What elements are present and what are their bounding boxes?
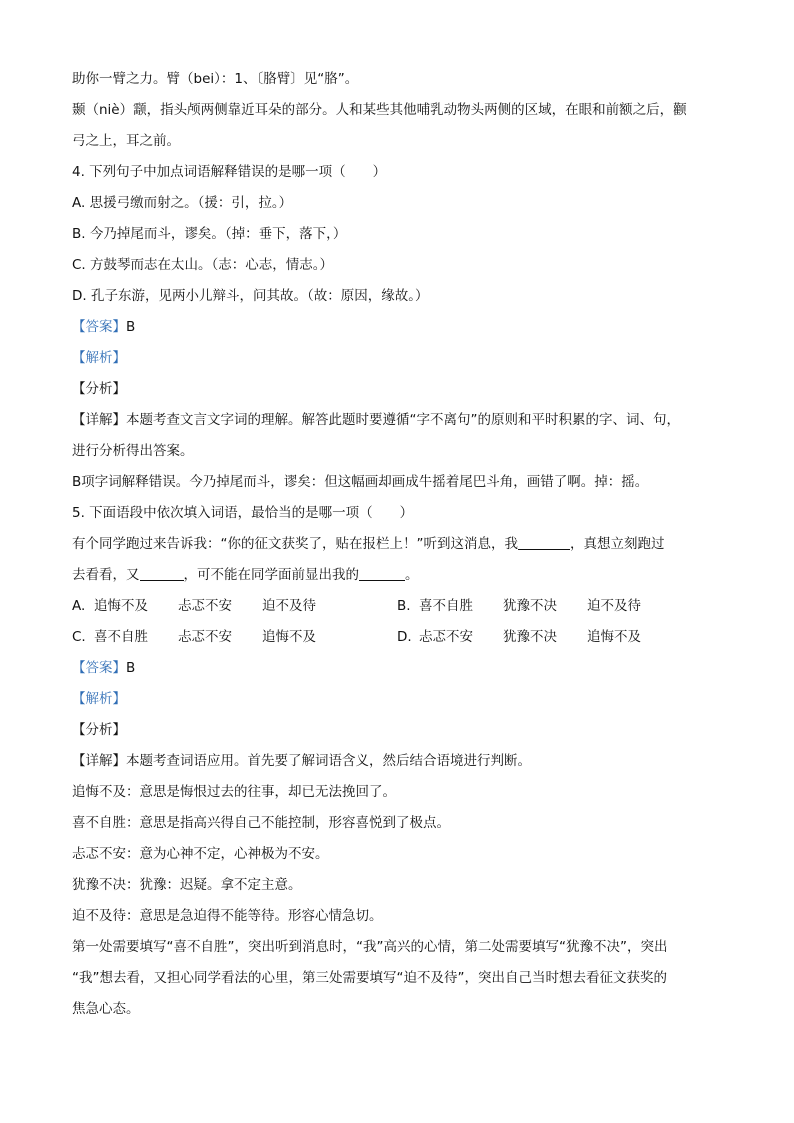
- q4-fenxi: 【分析】: [72, 381, 126, 397]
- q5-detail: 【详解】本题考查词语应用。首先要了解词语含义，然后结合语境进行判断。: [72, 753, 531, 769]
- q5-options-row-2: [72, 622, 722, 653]
- q5-option-d: D. 忐忑不安 犹豫不决 追悔不及: [397, 629, 641, 645]
- q5-options-row-1: [72, 591, 722, 622]
- q4-option-b: B. 今乃掉尾而斗，谬矣。（掉：垂下，落下，）: [72, 226, 347, 242]
- jiexi-tag: 【解析】: [72, 350, 126, 366]
- definition-1: 追悔不及：意思是悔恨过去的往事，却已无法挽回了。: [72, 784, 396, 800]
- q5-jiexi: [72, 684, 722, 715]
- definition-4: 犹豫不决：犹豫：迟疑。拿不定主意。: [72, 877, 302, 893]
- text-line: 助你一臂之力。臂（bei）：1、〔胳臂〕见“胳”。: [72, 71, 359, 87]
- q5-option-b: B. 喜不自胜 犹豫不决 迫不及待: [397, 598, 641, 614]
- q4-detail: 【详解】本题考查文言文字词的理解。解答此题时要遵循“字不离句”的原则和平时积累的字、词、句， 进行分析得出答案。: [72, 412, 680, 459]
- jiexi-tag: 【解析】: [72, 691, 126, 707]
- definition-paragraph: 颞（niè）颥，指头颅两侧靠近耳朵的部分。人和某些其他哺乳动物头两侧的区域，在眼和前额之后，颧 弓之上，耳之前。: [72, 102, 687, 149]
- detail-tag: 【详解】: [72, 412, 126, 428]
- answer-tag: 【答案】: [72, 319, 126, 335]
- q4-jiexi: [72, 343, 722, 374]
- blank-2: [140, 566, 184, 581]
- answer-value: B: [126, 660, 136, 676]
- detail-tag: 【详解】: [72, 753, 126, 769]
- question-5: 5. 下面语段中依次填入词语，最恰当的是哪一项（ ）: [72, 505, 414, 521]
- blank-3: [359, 566, 405, 581]
- q5-option-c: C. 喜不自胜 忐忑不安 追悔不及: [72, 629, 316, 645]
- q4-answer: [72, 312, 722, 343]
- document-page: [72, 64, 722, 1025]
- q5-passage: 有个同学跑过来告诉我：“你的征文获奖了，贴在报栏上！”听到这消息，我 ，真想立刻跑过 去看看，又 ，可不能在同学面前显出我的 。: [72, 536, 665, 583]
- q4-option-c: C. 方鼓琴而志在太山。（志：心志，情志。）: [72, 257, 334, 273]
- q4-detail-b: B项字词解释错误。今乃掉尾而斗，谬矣：但这幅画却画成牛摇着尾巴斗角，画错了啊。掉：摇。: [72, 474, 649, 490]
- q4-option-d: D. 孔子东游，见两小儿辩斗，问其故。（故：原因，缘故。）: [72, 288, 429, 304]
- q5-conclusion: 第一处需要填写“喜不自胜”，突出听到消息时，“我”高兴的心情，第二处需要填写“犹豫不决”，突出 “我”想去看，又担心同学看法的心里，第三处需要填写“迫不及待”，突出自己当时想去看征文获奖的 焦急心态。: [72, 939, 668, 1017]
- q5-fenxi: 【分析】: [72, 722, 126, 738]
- definition-5: 迫不及待：意思是急迫得不能等待。形容心情急切。: [72, 908, 383, 924]
- definition-2: 喜不自胜：意思是指高兴得自己不能控制，形容喜悦到了极点。: [72, 815, 450, 831]
- q5-option-a: A. 追悔不及 忐忑不安 迫不及待: [72, 598, 316, 614]
- answer-value: B: [126, 319, 136, 335]
- definition-3: 忐忑不安：意为心神不定，心神极为不安。: [72, 846, 329, 862]
- q4-option-a: A. 思援弓缴而射之。（援：引，拉。）: [72, 195, 293, 211]
- blank-1: [518, 535, 570, 550]
- q5-answer: [72, 653, 722, 684]
- question-4: 4. 下列句子中加点词语解释错误的是哪一项（ ）: [72, 164, 387, 180]
- answer-tag: 【答案】: [72, 660, 126, 676]
